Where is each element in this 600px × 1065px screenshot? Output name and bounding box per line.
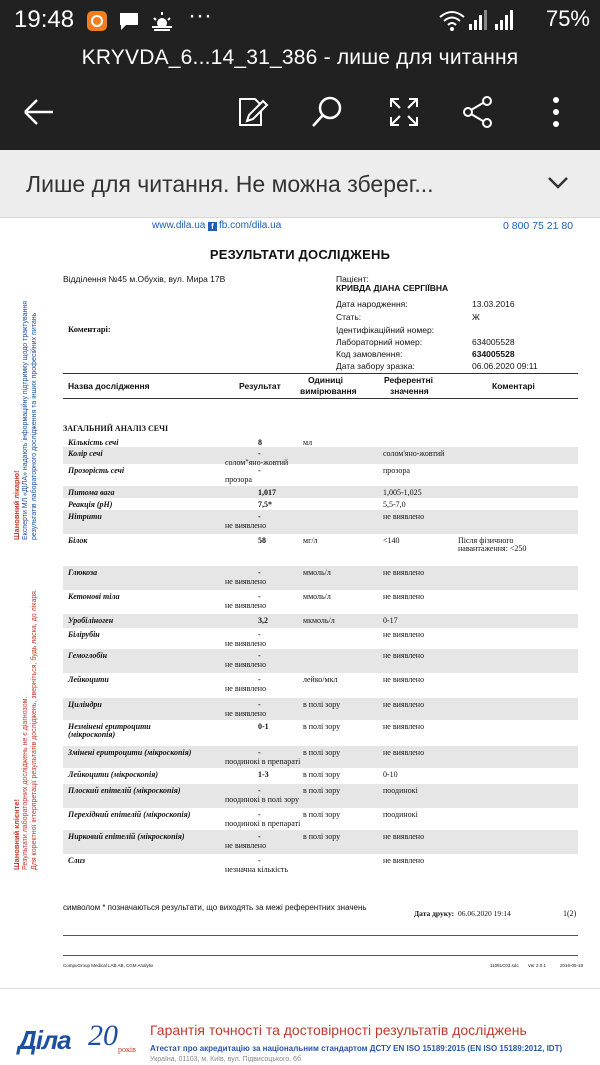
test-result: - <box>258 700 261 709</box>
test-reference: не виявлено <box>383 675 425 684</box>
col-header-ref-1: Референтні <box>384 375 433 385</box>
test-reference: не виявлено <box>383 722 425 731</box>
col-header-comments: Коментарі <box>492 381 535 391</box>
col-header-result: Результат <box>239 381 281 391</box>
print-date-label: Дата друку: <box>414 909 455 918</box>
test-result-text: поодинокі в препараті <box>225 819 301 828</box>
status-bar <box>0 0 600 42</box>
side-note-client-title: Шановний клієнте! <box>12 799 21 870</box>
test-result: 1,017 <box>258 488 276 497</box>
test-name: Нирковий епітелій (мікроскопія) <box>68 832 185 841</box>
test-reference: не виявлено <box>383 748 425 757</box>
test-result-text: солом"яно-жовтий <box>225 458 289 467</box>
table-row <box>63 628 578 649</box>
col-header-units-1: Одиниці <box>308 375 343 385</box>
test-result: 3,2 <box>258 616 268 625</box>
test-name: Білок <box>68 536 88 545</box>
test-reference: не виявлено <box>383 651 425 660</box>
test-reference: не виявлено <box>383 700 425 709</box>
test-name: Глюкоза <box>68 568 98 577</box>
col-header-ref-2: значення <box>390 386 429 396</box>
test-unit: в полі зору <box>303 832 341 841</box>
test-name: Реакція (рН) <box>68 500 113 509</box>
share-icon <box>461 95 495 129</box>
table-row <box>63 498 578 510</box>
test-result: - <box>258 856 261 865</box>
anniversary-badge <box>88 1019 136 1054</box>
test-reference: 0-10 <box>383 770 398 779</box>
test-result: - <box>258 630 261 639</box>
test-name: Білірубін <box>68 630 100 639</box>
test-name: Кетонові тіла <box>68 592 120 601</box>
test-unit: мг/л <box>303 536 318 545</box>
test-result-text: прозора <box>225 475 252 484</box>
test-unit: мкмоль/л <box>303 616 335 625</box>
section-title: ЗАГАЛЬНИЙ АНАЛІЗ СЕЧІ <box>63 424 169 433</box>
test-reference: 1,005-1,025 <box>383 488 422 497</box>
test-name: Питома вага <box>68 488 115 497</box>
facebook-link[interactable] <box>208 220 281 231</box>
test-name: Прозорість сечі <box>68 466 125 475</box>
signal-icon-1 <box>468 8 488 37</box>
back-arrow-icon <box>21 97 55 127</box>
test-unit: ммоль/л <box>303 568 331 577</box>
lab-address: Україна, 01103, м. Київ, вул. Підвисоцького, 6б <box>150 1056 302 1063</box>
test-unit: в полі зору <box>303 748 341 757</box>
table-row <box>63 464 578 486</box>
test-result: - <box>258 512 261 521</box>
test-reference: поодинокі <box>383 786 418 795</box>
test-name: Гемоглобін <box>68 651 108 660</box>
test-name-line2: (мікроскопія) <box>68 730 116 739</box>
table-row <box>63 436 578 447</box>
test-name: Уробіліноген <box>68 616 114 625</box>
patient-label: Пацієнт: <box>336 274 369 284</box>
expand-icon <box>388 96 420 128</box>
facebook-link-text: fb.com/dila.ua <box>219 220 282 231</box>
table-header-line <box>63 373 578 374</box>
table-row <box>63 720 578 746</box>
dila-logo: Діла <box>18 1025 71 1055</box>
test-result: - <box>258 675 261 684</box>
table-row <box>63 614 578 628</box>
test-reference: прозора <box>383 466 410 475</box>
results-title: РЕЗУЛЬТАТИ ДОСЛІДЖЕНЬ <box>209 247 391 262</box>
sex-value: Ж <box>472 312 480 322</box>
sample-date-label: Дата забору зразка: <box>336 361 415 371</box>
anniversary-years-label: років <box>118 1045 136 1054</box>
table-header-line-bottom <box>63 398 578 399</box>
test-reference: не виявлено <box>383 856 425 865</box>
test-result-text: не виявлено <box>225 709 267 718</box>
accreditation-text: Атестат про акредитацію за національним стандартом ДСТУ EN ISO 15189:2015 (EN ISO 15189:2012, IDT) <box>150 1044 563 1053</box>
test-result-text: поодинокі в препараті <box>225 757 301 766</box>
test-name: Колір сечі <box>68 449 103 458</box>
test-name: Кількість сечі <box>68 438 119 447</box>
test-reference: поодинокі <box>383 810 418 819</box>
col-header-name: Назва дослідження <box>68 381 150 391</box>
department-address: Відділення №45 м.Обухів, вул. Мира 17В <box>63 274 226 284</box>
order-code-value: 634005528 <box>472 349 515 359</box>
facebook-icon: f <box>208 222 217 231</box>
id-number-label: Ідентифікаційний номер: <box>336 325 435 335</box>
test-result: - <box>258 810 261 819</box>
table-row <box>63 447 578 467</box>
test-unit: лейко/мкл <box>303 675 338 684</box>
table-row <box>63 649 578 673</box>
birth-date-label: Дата народження: <box>336 299 408 309</box>
form-version: Ver 2.0.1 <box>528 963 547 968</box>
more-notifications-icon: ··· <box>188 2 212 29</box>
test-reference: 5,5-7,0 <box>383 500 406 509</box>
comments-label: Коментарі: <box>68 324 111 334</box>
test-reference: не виявлено <box>383 630 425 639</box>
test-result-text: не виявлено <box>225 841 267 850</box>
test-result-text: не виявлено <box>225 601 267 610</box>
test-reference: солом'яно-жовтий <box>383 449 445 458</box>
status-time: 19:48 <box>14 6 75 33</box>
more-options-button[interactable] <box>534 90 578 134</box>
form-code: 11081C03.sdc <box>490 963 519 968</box>
test-name: Слиз <box>68 856 86 865</box>
test-result: - <box>258 449 261 458</box>
table-row <box>63 784 578 808</box>
test-result-text: не виявлено <box>225 684 267 693</box>
table-row <box>63 486 578 498</box>
table-row <box>63 808 578 830</box>
table-row <box>63 673 578 698</box>
test-result: - <box>258 832 261 841</box>
side-note-client-line1: Результати лабораторних досліджень не є діагнозом. <box>22 696 29 870</box>
anniversary-years: 20 <box>88 1019 118 1052</box>
signal-icon-2 <box>494 8 514 37</box>
app-toolbar <box>0 42 600 150</box>
test-reference: не виявлено <box>383 568 425 577</box>
table-row <box>63 854 578 878</box>
next-page-header <box>0 988 600 1065</box>
battery-level: 75% <box>545 6 590 31</box>
test-unit: в полі зору <box>303 810 341 819</box>
order-code-label: Код замовлення: <box>336 349 403 359</box>
test-result-text: не виявлено <box>225 660 267 669</box>
test-result-text: незначна кількість <box>225 865 289 874</box>
lab-number-label: Лабораторний номер: <box>336 337 423 347</box>
test-result: 0-1 <box>258 722 269 731</box>
edit-document-icon <box>235 95 269 129</box>
signature-line <box>63 935 578 936</box>
birth-date-value: 13.03.2016 <box>472 299 515 309</box>
test-reference: не виявлено <box>383 592 425 601</box>
test-unit: в полі зору <box>303 722 341 731</box>
reference-note: символом * позначаються результати, що виходять за межі референтних значень <box>63 903 367 912</box>
app-notification-icon <box>86 10 108 37</box>
patient-name: КРИВДА ДІАНА СЕРГІЇВНА <box>336 283 449 293</box>
sample-date-value: 06.06.2020 09:11 <box>472 361 538 371</box>
test-unit: мл <box>303 438 313 447</box>
table-row <box>63 746 578 768</box>
test-result: - <box>258 651 261 660</box>
test-result: 8 <box>258 438 262 447</box>
share-button[interactable] <box>456 90 500 134</box>
document-page <box>0 218 600 988</box>
fullscreen-button[interactable] <box>382 90 426 134</box>
test-unit: ммоль/л <box>303 592 331 601</box>
test-result: - <box>258 748 261 757</box>
test-result: - <box>258 568 261 577</box>
test-result-text: не виявлено <box>225 577 267 586</box>
table-row <box>63 534 578 566</box>
form-date: 2016-05-19 <box>560 963 584 968</box>
side-note-doctor-line1: Експерти МЛ «ДІЛА» надають інформаційну підтримку щодо трактування <box>22 300 29 540</box>
test-reference: 0-17 <box>383 616 398 625</box>
test-result: 7,5* <box>258 500 272 509</box>
lab-number-value: 634005528 <box>472 337 515 347</box>
test-name: Лейкоцити (мікроскопія) <box>68 770 158 779</box>
test-unit: в полі зору <box>303 700 341 709</box>
test-reference: не виявлено <box>383 832 425 841</box>
edit-button[interactable] <box>230 90 274 134</box>
table-row <box>63 566 578 590</box>
test-result-text: не виявлено <box>225 521 267 530</box>
test-unit: в полі зору <box>303 786 341 795</box>
side-note-client-line2: Для коректної інтерпретації результатів досліджень, зверніться, будь ласка, до лікаря. <box>31 589 38 870</box>
read-only-message: Лише для читання. Не можна зберег... <box>26 171 434 197</box>
test-comment-line2: навантаження: <250 <box>458 544 527 553</box>
footer-line <box>63 955 578 956</box>
table-row <box>63 768 578 784</box>
chevron-down-icon[interactable] <box>546 172 570 197</box>
table-row <box>63 830 578 854</box>
test-name: Перехідний епітелій (мікроскопія) <box>68 810 191 819</box>
back-button[interactable] <box>16 90 60 134</box>
guarantee-title: Гарантія точності та достовірності результатів досліджень <box>150 1022 527 1038</box>
test-reference: не виявлено <box>383 512 425 521</box>
test-name: Змінені еритроцити (мікроскопія) <box>68 748 192 757</box>
test-reference: <140 <box>383 536 400 545</box>
phone-number: 0 800 75 21 80 <box>503 220 574 232</box>
side-note-doctor-title: Шановний лікарю! <box>12 470 21 540</box>
test-name: Плоский епітелій (мікроскопія) <box>68 786 181 795</box>
test-result: - <box>258 466 261 475</box>
test-name: Циліндри <box>68 700 102 709</box>
col-header-units-2: вимірювання <box>300 386 357 396</box>
test-result-text: поодинокі в полі зору <box>225 795 299 804</box>
message-icon <box>118 10 140 37</box>
side-note-doctor-line2: результатів лабораторного дослідження та інших професійних питань <box>31 312 38 540</box>
test-result: 1-3 <box>258 770 269 779</box>
test-result: - <box>258 786 261 795</box>
weather-icon <box>150 10 174 37</box>
test-result: 58 <box>258 536 266 545</box>
test-unit: в полі зору <box>303 770 341 779</box>
document-title: KRYVDA_6...14_31_386 - лише для читання <box>81 46 519 69</box>
print-date-value: 06.06.2020 19:14 <box>458 909 511 918</box>
test-result-text: не виявлено <box>225 639 267 648</box>
test-name: Нітрити <box>68 512 102 521</box>
page-number: 1(2) <box>563 909 577 918</box>
test-name: Незмінені еритроцити <box>68 722 151 731</box>
read-only-banner[interactable] <box>0 150 600 218</box>
search-icon <box>310 95 344 129</box>
sex-label: Стать: <box>336 312 362 322</box>
software-credit: CompuGroup Medical LAB AB, CGM Analytix <box>63 963 154 968</box>
wifi-icon <box>438 8 466 37</box>
table-row <box>63 510 578 534</box>
table-row <box>63 590 578 614</box>
more-vertical-icon <box>551 95 561 129</box>
test-comment: Після фізичного <box>458 536 514 545</box>
search-button[interactable] <box>305 90 349 134</box>
test-result: - <box>258 592 261 601</box>
site-link[interactable]: www.dila.ua <box>152 220 206 231</box>
table-row <box>63 698 578 720</box>
test-name: Лейкоцити <box>68 675 109 684</box>
